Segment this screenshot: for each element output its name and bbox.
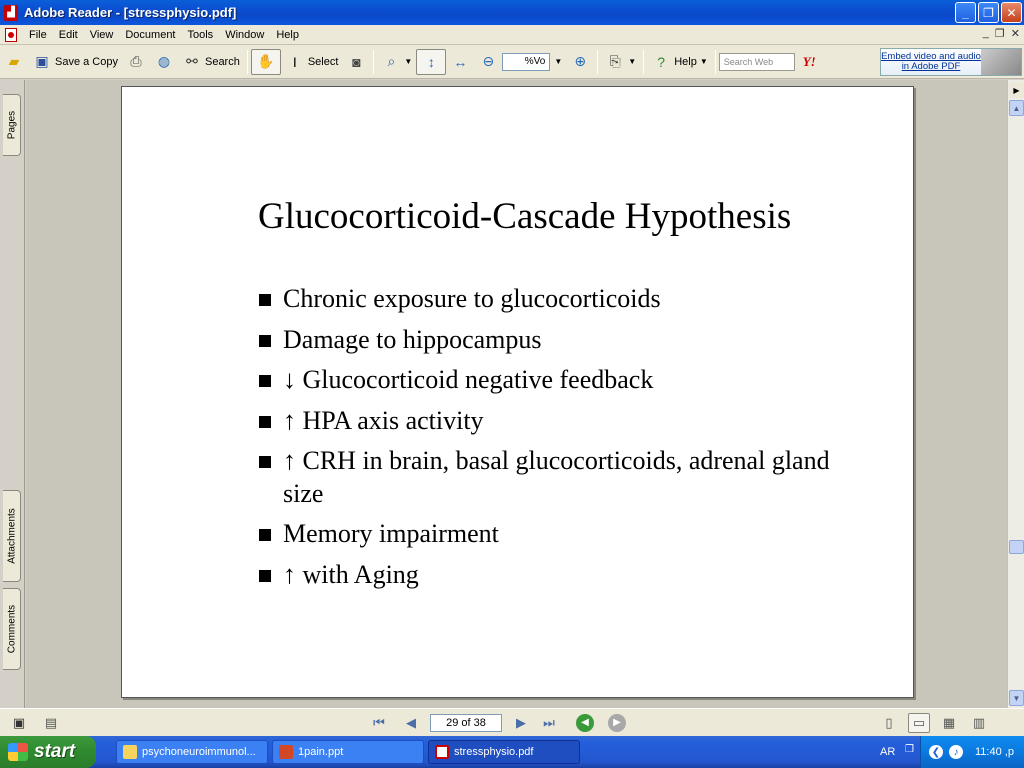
floppy-disk-icon: ▣ [35, 53, 49, 69]
embed-banner-text: Embed video and audio in Adobe PDF [881, 51, 981, 72]
continuous-view-icon[interactable]: ▭ [908, 713, 930, 733]
tab-pages[interactable] [3, 94, 21, 156]
chevron-down-icon: ▼ [404, 57, 413, 66]
pdf-page [121, 86, 914, 698]
camera-icon: ◙ [352, 53, 361, 70]
fit-page-button[interactable] [416, 49, 446, 75]
windows-logo-icon [8, 743, 28, 761]
page-number-field[interactable]: 29 of 38 [430, 714, 502, 732]
chevron-down-icon: ▼ [699, 57, 708, 66]
scroll-thumb[interactable] [1009, 540, 1024, 554]
scroll-up-button[interactable]: ▲ [1009, 100, 1024, 116]
maximize-button[interactable]: ❐ [978, 2, 999, 23]
doc-close-button[interactable]: ✕ [1010, 28, 1020, 40]
menu-tools[interactable]: Tools [187, 28, 214, 41]
binoculars-icon: ⚯ [186, 53, 198, 69]
email-button[interactable] [150, 49, 178, 75]
bullet-list [258, 283, 858, 599]
menu-document[interactable]: Document [125, 28, 176, 41]
pdf-icon [435, 745, 449, 759]
single-page-view-icon[interactable]: ▯ [885, 714, 893, 730]
page-layout-icon[interactable]: ▣ [12, 714, 26, 730]
help-label: Help [674, 55, 697, 68]
bullet-item: ↑ CRH in brain, basal glucocorticoids, adrenal gland size [258, 445, 858, 510]
title-bar [0, 0, 1024, 25]
rotate-view-button[interactable] [601, 49, 640, 75]
task-label: 1pain.ppt [298, 746, 344, 758]
magnifier-icon: ⌕ [387, 53, 396, 69]
toolbar-separator [597, 50, 598, 74]
continuous-facing-view-icon[interactable]: ▥ [972, 714, 986, 730]
volume-icon[interactable]: ♪ [949, 745, 963, 759]
fit-width-icon: ↔ [453, 53, 468, 70]
select-label: Select [307, 55, 339, 68]
minimize-button[interactable]: _ [955, 2, 976, 23]
toolbar-separator [715, 50, 716, 74]
options-arrow-icon[interactable]: ▶ [1009, 82, 1024, 98]
toolbar-separator [373, 50, 374, 74]
document-viewport[interactable] [26, 80, 1007, 708]
folder-icon [123, 745, 137, 759]
bullet-item: Chronic exposure to glucocorticoids [258, 283, 858, 316]
system-tray [920, 736, 1024, 768]
zoom-input[interactable]: %Vo [502, 53, 550, 71]
start-label: start [34, 741, 76, 762]
printer-icon: ⎙ [130, 53, 142, 69]
tab-comments-label: Comments [6, 604, 18, 654]
slide-title: Glucocorticoid-Cascade Hypothesis [258, 196, 792, 237]
close-button[interactable]: ✕ [1001, 2, 1022, 23]
fit-width-button[interactable] [446, 49, 474, 75]
document-window-controls [983, 27, 1020, 40]
zoom-out-icon: ⊖ [482, 53, 495, 69]
banner-image [981, 49, 1021, 75]
bullet-item: Memory impairment [258, 518, 858, 551]
hand-icon: ✋ [257, 53, 275, 69]
bullet-item: ↓ Glucocorticoid negative feedback [258, 364, 858, 397]
document-icon[interactable] [5, 28, 17, 42]
menu-bar [0, 25, 1024, 45]
bullet-item: ↑ HPA axis activity [258, 405, 858, 438]
save-copy-button[interactable] [28, 49, 122, 75]
yahoo-icon[interactable]: Y! [802, 53, 816, 69]
help-button[interactable] [647, 49, 712, 75]
open-button[interactable] [0, 49, 28, 75]
language-options-icon[interactable]: ❒ [905, 744, 914, 755]
start-button[interactable] [0, 736, 96, 768]
menu-window[interactable]: Window [225, 28, 265, 41]
embed-video-banner[interactable] [880, 48, 1022, 76]
email-globe-icon: ◍ [157, 53, 171, 69]
first-page-button[interactable]: ⏮ [373, 714, 385, 730]
adobe-reader-icon: ▟ [4, 5, 18, 21]
tab-attachments-label: Attachments [6, 508, 18, 564]
help-icon: ? [657, 53, 666, 70]
taskbar-item-ppt[interactable] [272, 740, 424, 764]
snapshot-button[interactable] [342, 49, 370, 75]
menu-edit[interactable]: Edit [58, 28, 78, 41]
save-copy-label: Save a Copy [55, 55, 118, 68]
toolbar [0, 45, 1024, 79]
zoom-out-button[interactable] [474, 49, 502, 75]
search-label: Search [204, 55, 240, 68]
clock[interactable]: 11:40 ,p [975, 746, 1014, 758]
navigation-panel [0, 80, 25, 708]
doc-restore-button[interactable]: ❐ [994, 28, 1005, 40]
status-bar [0, 708, 1024, 736]
rotate-icon: ⎘ [609, 53, 621, 69]
search-button[interactable] [178, 49, 244, 75]
search-web-input[interactable]: Search Web [719, 53, 795, 71]
previous-page-button[interactable]: ◀ [406, 714, 416, 730]
zoom-in-button[interactable] [566, 49, 594, 75]
chevron-down-icon: ▼ [628, 57, 637, 66]
tab-comments[interactable] [3, 588, 21, 670]
menu-file[interactable]: File [29, 28, 47, 41]
task-label: psychoneuroimmunol... [142, 746, 256, 758]
menu-view[interactable]: View [89, 28, 114, 41]
vertical-scrollbar[interactable] [1007, 80, 1024, 708]
windows-taskbar [0, 736, 1024, 768]
zoom-dropdown-icon[interactable]: ▼ [554, 57, 563, 66]
zoom-in-icon: ⊕ [574, 53, 587, 69]
window-controls [955, 2, 1022, 23]
bullet-item: ↑ with Aging [258, 559, 858, 592]
bullet-item: Damage to hippocampus [258, 324, 858, 357]
doc-minimize-button[interactable]: _ [982, 27, 989, 39]
tab-pages-label: Pages [6, 110, 18, 140]
go-forward-button[interactable]: ▶ [608, 714, 626, 732]
select-tool-button[interactable] [281, 49, 343, 75]
hand-tool-button[interactable] [251, 49, 281, 75]
scroll-down-button[interactable]: ▼ [1009, 690, 1024, 706]
print-button[interactable] [122, 49, 150, 75]
toolbar-separator [643, 50, 644, 74]
document-info-icon[interactable]: ▤ [44, 714, 58, 730]
next-page-button[interactable]: ▶ [516, 714, 526, 730]
folder-open-icon: ▰ [8, 53, 20, 69]
menu-help[interactable]: Help [276, 28, 299, 41]
last-page-button[interactable]: ⏭ [543, 714, 555, 730]
language-indicator[interactable]: AR [880, 746, 896, 758]
zoom-tool-button[interactable] [377, 49, 416, 75]
tab-attachments[interactable] [3, 490, 21, 582]
toolbar-separator [247, 50, 248, 74]
powerpoint-icon [279, 745, 293, 759]
taskbar-item-pdf[interactable] [428, 740, 580, 764]
task-label: stressphysio.pdf [454, 746, 534, 758]
window-title: Adobe Reader - [stressphysio.pdf] [24, 5, 237, 20]
taskbar-item-folder[interactable] [116, 740, 268, 764]
text-cursor-icon: I [292, 53, 297, 70]
fit-page-icon: ↕ [427, 53, 435, 70]
go-back-button[interactable]: ◀ [576, 714, 594, 732]
network-icon[interactable]: ❮ [929, 745, 943, 759]
facing-view-icon[interactable]: ▦ [942, 714, 956, 730]
